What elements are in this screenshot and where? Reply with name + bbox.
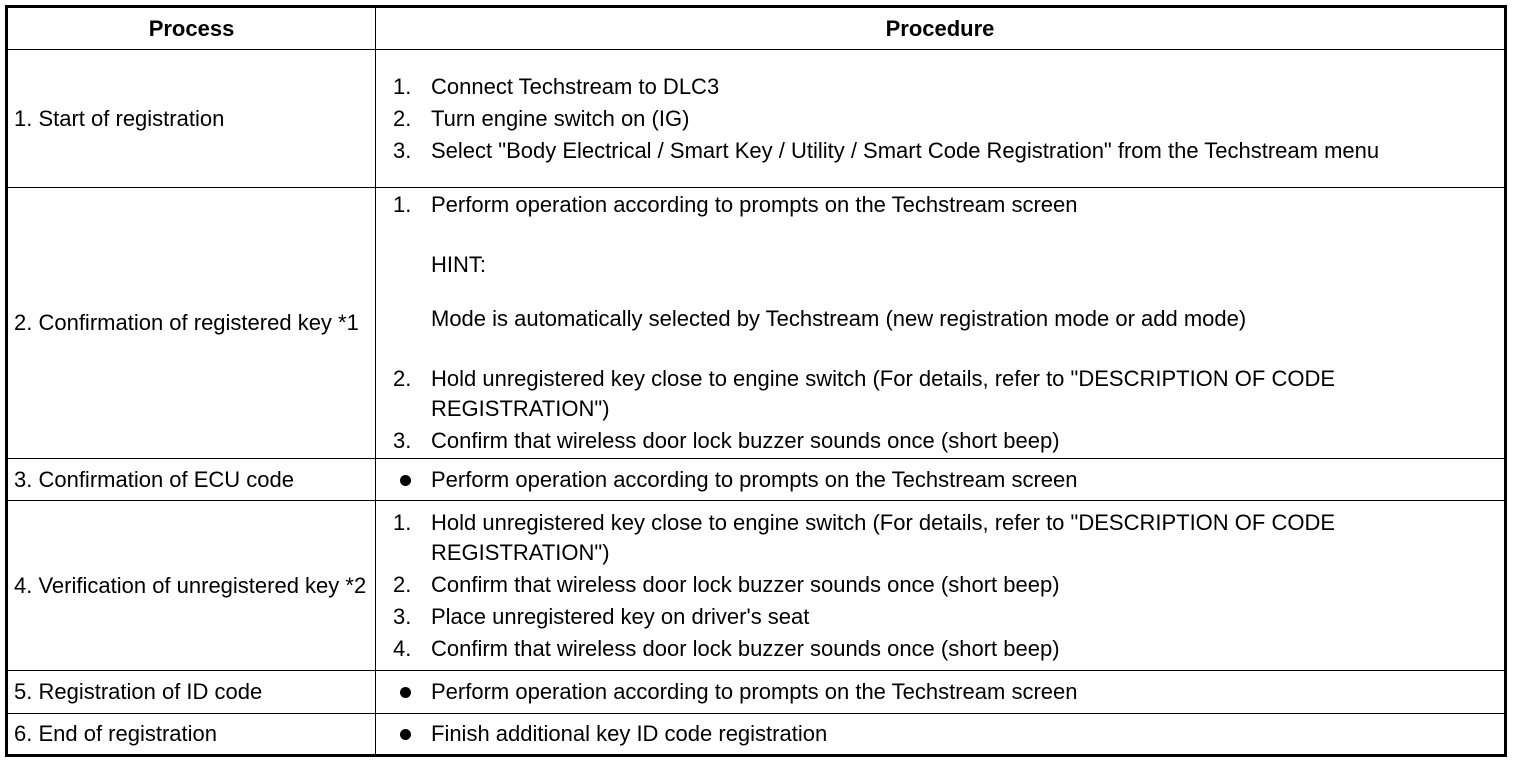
- step-text: Connect Techstream to DLC3: [431, 73, 720, 99]
- process-cell: 5. Registration of ID code: [7, 671, 376, 714]
- step-list: [376, 190, 1494, 220]
- process-cell: 1. Start of registration: [7, 50, 376, 188]
- procedure-cell: [376, 714, 1506, 756]
- process-cell: 4. Verification of unregistered key *2: [7, 501, 376, 671]
- step-item: [376, 634, 1494, 664]
- step-text: Perform operation according to prompts on the Techstream screen: [431, 679, 1078, 704]
- step-number: 2.: [393, 366, 412, 391]
- process-cell: 6. End of registration: [7, 714, 376, 756]
- table-row: [7, 671, 1506, 714]
- procedure-cell: [376, 671, 1506, 714]
- step-item: [376, 602, 1494, 632]
- step-text: Confirm that wireless door lock buzzer sounds once (short beep): [431, 635, 1060, 661]
- step-list: [376, 72, 1494, 166]
- step-number: 1.: [393, 73, 412, 99]
- step-text: Perform operation according to prompts on the Techstream screen: [431, 192, 1078, 217]
- procedure-cell: [376, 188, 1506, 459]
- step-list: [376, 364, 1494, 456]
- step-list: [376, 719, 1494, 749]
- bullet-icon: [400, 687, 411, 698]
- step-list: [376, 508, 1494, 664]
- step-list: [376, 677, 1494, 707]
- step-text: Place unregistered key on driver's seat: [431, 603, 810, 629]
- table-row: [7, 501, 1506, 671]
- table-row: [7, 188, 1506, 459]
- step-text: Hold unregistered key close to engine switch (For details, refer to "DESCRIPTION OF CODE REGISTRATION"): [431, 366, 1336, 421]
- table-row: [7, 459, 1506, 501]
- process-column-header: Process: [7, 7, 376, 50]
- step-text: Turn engine switch on (IG): [431, 105, 690, 131]
- step-number: 3.: [393, 137, 412, 163]
- step-item: [376, 136, 1494, 166]
- step-text: Finish additional key ID code registration: [431, 721, 828, 746]
- bullet-icon: [400, 475, 411, 486]
- step-item: [376, 190, 1494, 220]
- step-item: [376, 570, 1494, 600]
- procedure-cell: [376, 459, 1506, 501]
- hint-block: [376, 226, 1494, 358]
- hint-label: HINT:: [431, 252, 486, 277]
- step-number: 1.: [393, 192, 412, 217]
- step-number: 2.: [393, 571, 412, 597]
- step-number: 3.: [393, 603, 412, 629]
- step-item: [376, 508, 1494, 568]
- step-number: 2.: [393, 105, 412, 131]
- step-item: [376, 426, 1494, 456]
- step-item: [376, 677, 1494, 707]
- header-row: [7, 7, 1506, 50]
- step-item: [376, 104, 1494, 134]
- step-text: Hold unregistered key close to engine switch (For details, refer to "DESCRIPTION OF CODE REGISTRATION"): [431, 509, 1336, 565]
- step-text: Select "Body Electrical / Smart Key / Utility / Smart Code Registration" from the Techstream menu: [431, 137, 1380, 163]
- table-row: [7, 50, 1506, 188]
- step-text: Perform operation according to prompts on the Techstream screen: [431, 466, 1078, 492]
- step-item: [376, 72, 1494, 102]
- process-cell: 2. Confirmation of registered key *1: [7, 188, 376, 459]
- procedure-cell: [376, 50, 1506, 188]
- procedure-column-header: Procedure: [376, 7, 1506, 50]
- step-item: [376, 719, 1494, 749]
- step-number: 3.: [393, 428, 412, 453]
- step-text: Confirm that wireless door lock buzzer sounds once (short beep): [431, 571, 1060, 597]
- step-item: [376, 364, 1494, 424]
- process-cell: 3. Confirmation of ECU code: [7, 459, 376, 501]
- step-text: Confirm that wireless door lock buzzer sounds once (short beep): [431, 428, 1060, 453]
- registration-procedure-table: [5, 5, 1507, 757]
- step-item: [376, 465, 1494, 495]
- step-list: [376, 465, 1494, 495]
- step-number: 4.: [393, 635, 412, 661]
- table-row: [7, 714, 1506, 756]
- procedure-cell: [376, 501, 1506, 671]
- step-number: 1.: [393, 509, 412, 535]
- bullet-icon: [400, 729, 411, 740]
- hint-text: Mode is automatically selected by Techstream (new registration mode or add mode): [431, 306, 1247, 331]
